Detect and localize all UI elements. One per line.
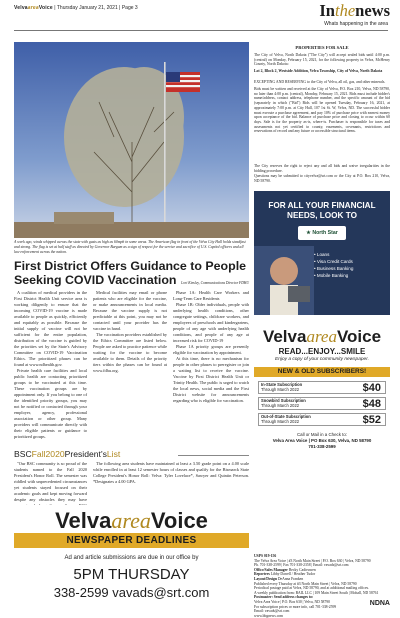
notice-title: PROPERTIES FOR SALE — [295, 45, 349, 50]
header-rule — [14, 30, 388, 31]
deadlines-title: NEWSPAPER DEADLINES — [14, 533, 249, 548]
bsc-paragraph: The following area students have maintained at least a 3.50 grade point on a 4.00 scale while enrolled in at least 12 semester hours of classes and qualify for the Bismarck State College President's Honor Roll: Velva: Tyler Lovelace*, Sawyer and Quintin Peterson. *Designates a 4.00 GPA. — [93, 461, 249, 484]
subscription-slogan: READ...ENJOY...SMILE — [278, 347, 366, 356]
bank-ad — [254, 191, 390, 315]
article-paragraph: The vaccination providers established by the Ethics Committee are listed below. People are asked to practice patience while waiting for the vaccine to become available to them. Details of the priority tiers within the phases can be found at www.fdhu.org. — [93, 332, 167, 373]
bank-ad-item: • Visa Credit Cards — [314, 259, 353, 264]
issue-date: Thursday January 21, 2021 — [56, 5, 118, 11]
bsc-column-2 — [93, 461, 249, 502]
page-number: Page 3 — [121, 5, 138, 11]
bank-logo: ★ North Star — [298, 226, 346, 240]
bank-ad-item: • Business Banking — [314, 266, 354, 271]
bsc-heading: BSCFall2020President'sList — [14, 449, 249, 459]
article-column-2 — [93, 290, 167, 445]
article-paragraph: Phase 1B: Older individuals, people with underlying health conditions, other congregate settings, childcare workers, and employees of preschools and kindergartens, people of any age with underlying health conditions, and people of any age at increased risk for COVID-19 — [173, 302, 249, 343]
notice-paragraph: Bids must be written and received at the City of Velva, P.O. Box 210, Velva, ND 58790, no later than 4:00 p.m. (central), Monday, February 15, 2021. Bids must include bidder's name/address, contact address, telephone number, and the specific amount of the bid (separately in which ("Bid") Bids will be opened Tuesday, February 16, 2021, at approximately 7:00 p.m. at City Hall, 107 1st St. W, Velva, ND. The successful bidder must execute a purchase agreement, and pay 10% of purchase price with earnest money upon acceptance of the bid. Balance of purchase price and closing to occur within 60 days. Sale is for the property as-is, where-is. Purchaser is responsible for taxes and assessments not yet certified to county, easements, covenants, restrictions and reservations of record and any future or accessible structural items. — [254, 87, 390, 134]
article-byline: Lori Kinsley, Communications Director FDHU — [181, 281, 249, 285]
rate-price: $52 — [362, 414, 381, 426]
notice-paragraph: The City reserves the right to reject any and all bids and waive irregularities in the bidding procedure. — [254, 164, 390, 173]
notice-paragraph: EXCEPTING AND RESERVING to the City of Velva, all oil, gas, and other minerals. — [254, 80, 386, 84]
call-text: Call or Mail in a Check to: — [296, 432, 348, 437]
deadlines-ad — [14, 505, 249, 608]
mail-address: Velva Area Voice | PO Box 630, Velva, ND 58790 — [272, 438, 372, 443]
bank-ad-item: • Loans — [314, 252, 330, 257]
flag-photo-image — [14, 42, 249, 238]
ndna-logo: NDNA — [369, 600, 390, 607]
subscription-ad — [254, 327, 390, 551]
article-paragraph: At this time, there is no mechanism for people in other phases to preregister or join a waiting list to receive the vaccine. Vaccine by First District Health Unit or Trinity Health. The public is urged to watch the local news, social media and the First District website for announcements regarding who is eligible for vaccination. — [173, 356, 249, 403]
bsc-paragraph: "Our BSC community is so proud of the students named to the Fall 2020 President's Honor Roll. The semester was riddled with unprecedented circumstances yet students stayed focused on their academic goals and kept moving forward despite any obstacles they may have — [14, 461, 87, 502]
rate-price: $40 — [362, 382, 381, 394]
notice-paragraph: Lot 2, Block 2, Westside Addition, Velva Township, City of Velva, North Dakota — [254, 69, 383, 73]
deadlines-logo: VelvaareaVoice — [55, 508, 208, 533]
publication-info: USPS 019-156 The Velva Area Voice | #3 North Main Street | P.O. Box 630 | Velva, ND 58790 Ph. 701-338-2599 | Fax 701-338-2358 | Email: vavads@srt.com Office/Sales Manager Becky Cadieuwen Reporters Libby Darrell / Heather Tudor Layout/Design DeAnna Franken Published every Thursday at #3 North Main Street | Velva, ND 58790 Periodical postage paid at Velva, ND 58790, and at additional mailing offices. A weekly publication from: BAIL LLC | 109 Main Street South | Mohall, ND 58761 Postmaster: Send address changes to: Velva Area Voice | P.O. Box 630 | Velva, ND 58790 For subscription prices or more info, call 701-338-2599 Email: vavads@srt.com www.bbgnews.com — [254, 554, 390, 618]
masthead: VelvaareaVoice | Thursday January 21, 2021 | Page 3 — [14, 5, 138, 11]
subscription-logo: VelvaareaVoice — [262, 327, 382, 346]
photo-caption: A week ago, winds whipped across the state with gusts as high as 60mph in some areas. The American flag in front of the Velva City Hall holds steadfast and strong. The flag is set at half staff as directed by Governor Burgum as a sign of respect for the service and sacrifice of U.S. Capitol officers and all law enforcement across the nation. — [14, 240, 246, 254]
subscription-banner: NEW & OLD SUBSCRIBERS! — [254, 367, 390, 377]
article-paragraph: Phase 1A: Health Care Workers and Long-Term Care Residents — [173, 290, 249, 301]
bsc-heading-rule — [178, 455, 249, 456]
star-icon: ★ — [306, 230, 311, 236]
bsc-column-1 — [14, 461, 87, 502]
bank-ad-headline: FOR ALL YOUR FINANCIAL NEEDS, LOOK TO — [268, 201, 376, 220]
bank-ad-item: • Mobile Banking — [314, 273, 349, 278]
paper-name: VelvaareaVoice — [14, 5, 53, 11]
section-title: Inthenews — [319, 1, 390, 20]
subscription-tagline: Enjoy a copy of your community newspaper. — [275, 357, 369, 362]
rate-row-snowbird: Snowbird Subscription Through March 2022 $48 — [258, 397, 386, 410]
deadlines-subtitle: Ad and article submissions are due in our office by — [64, 555, 199, 561]
article-headline: First District Offers Guidance to People Seeking COVID Vaccination — [14, 259, 247, 288]
deadlines-contact: 338-2599 vavads@srt.com — [53, 585, 210, 600]
phone-number: 701-338-2599 — [308, 444, 336, 449]
notice-paragraph: The City of Velva, North Dakota ("The City") will accept sealed bids until 4:00 p.m. (central) on Monday, February 15, 2021, for the following property in Velva, McHenry County, North Dakota: — [254, 53, 390, 67]
article-paragraph: Phase 1A priority groups are presently eligible for vaccination by appointment. — [173, 344, 249, 355]
section-tagline: Whats happening in the area — [324, 21, 388, 27]
rate-price: $48 — [362, 398, 381, 410]
notice-paragraph: Questions may be submitted to cityvelva@srt.com or the City at P.O. Box 210, Velva, ND 58790. — [254, 174, 390, 183]
article-paragraph: A coalition of medical providers in the First District Health Unit service area is working diligently to ensure that the incoming COVID-19 vaccine is made available to people as quickly, efficiently and equitably as possible. Because the initial supply of vaccine will not be sufficient for the entire population, distribution of the vaccine is guided by the priorities set by the State's Advisory Committee on COVID-19 Vaccination Ethics. The prioritized phases can be found at www.ndhealth.gov. — [14, 290, 87, 367]
rate-row-out-of-state: Out-of-State Subscription Through March 2022 $52 — [258, 413, 386, 426]
flag-photo — [14, 42, 249, 238]
article-paragraph: Private health care facilities and local public health are contacting prioritized groups to be vaccinated at this time. These vaccination groups are by appointment only. If you belong to one of the identified priority groups, you may not be notified or contacted through your employer, agency, professional association or other group. Many providers will communicate directly with their eligible patients or guidance to prioritized groups. — [14, 368, 87, 439]
rate-row-in-state: In-State Subscription Through March 2022 $40 — [258, 381, 386, 394]
usps-number: USPS 019-156 — [254, 554, 277, 558]
article-column-3 — [173, 290, 249, 445]
bank-ad-list — [314, 251, 388, 279]
article-column-1 — [14, 290, 87, 445]
article-paragraph: Medical facilities may email or phone patients who are eligible for the vaccine, or make announcements in local media. Because the vaccine supply is not predictable at this point, you may not be contacted until your provider has the vaccine in hand. — [93, 290, 167, 331]
deadlines-time: 5PM THURSDAY — [73, 566, 190, 583]
